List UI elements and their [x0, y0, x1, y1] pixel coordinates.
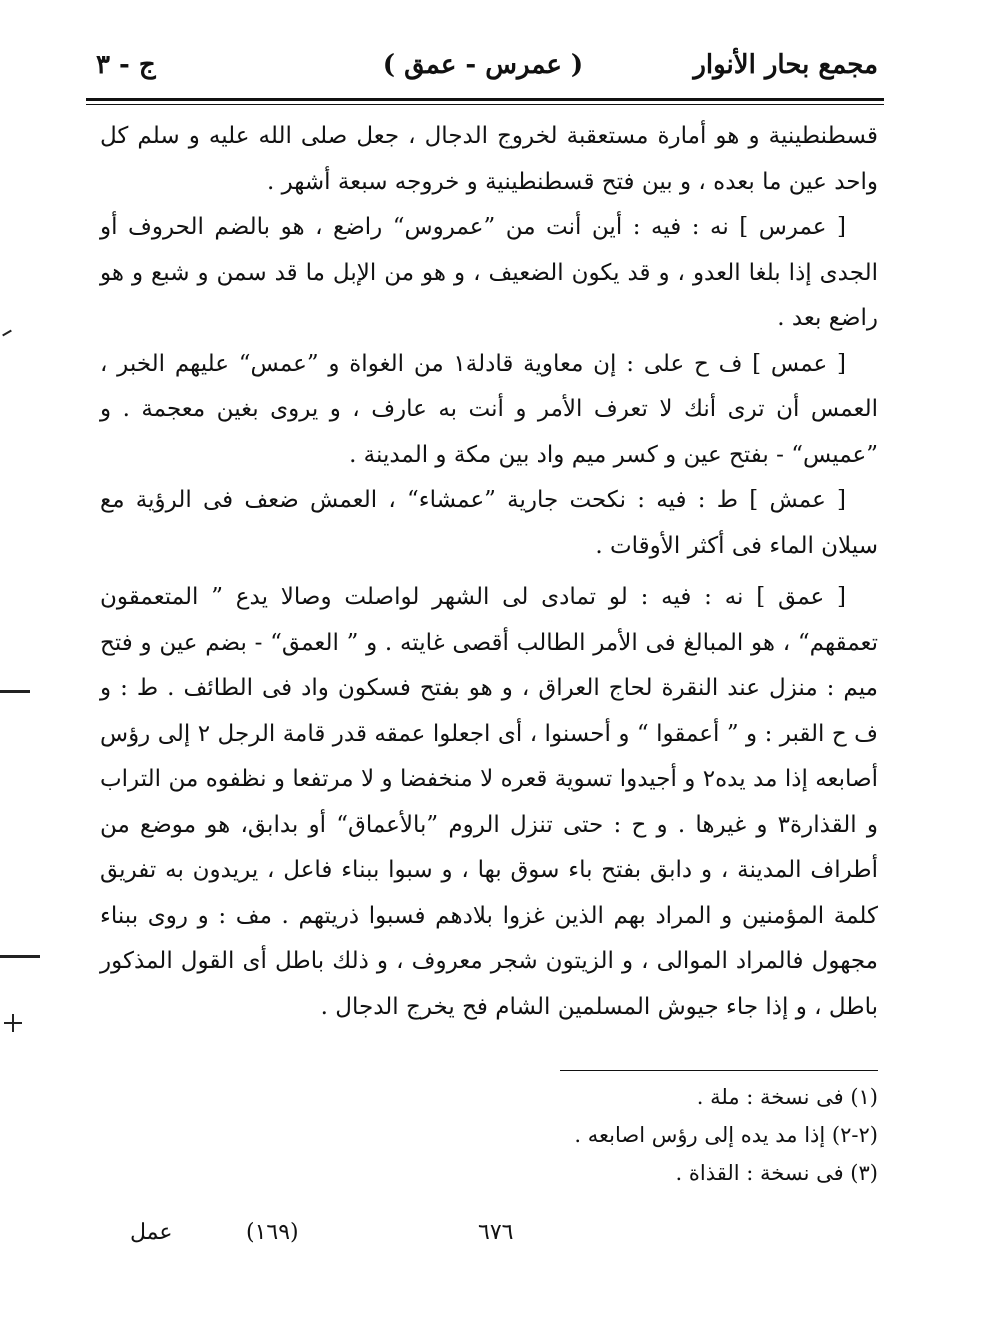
signature-mark: (١٦٩)	[246, 1220, 299, 1245]
paragraph-continuation: قسطنطينية و هو أمارة مستعقبة لخروج الدجال ، جعل صلى الله عليه و سلم كل واحد عين ما بعده ، و بين فتح قسطنطينية و خروجه سبعة أشهر .	[100, 123, 878, 195]
footnotes	[400, 1078, 878, 1192]
header-rule-thick	[86, 98, 884, 101]
scan-mark	[12, 1014, 14, 1032]
footnote-2: (٢-٢) إذا مد يده إلى رؤس اصابعه .	[574, 1123, 878, 1147]
header-rule-thin	[86, 104, 884, 105]
footnote-3: (٣) فى نسخة : القذاة .	[675, 1161, 878, 1185]
scan-mark	[2, 330, 12, 337]
main-text	[100, 114, 878, 1030]
catchword: عمل	[130, 1220, 173, 1245]
entry-amash: [ عمش ] ط : فيه : نكحت جارية ”عمشاء“ ، العمش ضعف فى الرؤية مع سيلان الماء فى أكثر الأوقات .	[100, 487, 878, 559]
page-number: ٦٧٦	[478, 1220, 514, 1245]
book-title: مجمع بحار الأنوار	[693, 50, 878, 80]
footnote-rule	[560, 1070, 878, 1071]
running-header	[88, 50, 878, 94]
entry-ams: [ عمس ] ف ح على : إن معاوية قادلة١ من الغواة و ”عمس“ عليهم الخبر ، العمس أن ترى أنك لا تعرف الأمر و أنت به عارف ، و يروى بغين معجمة . و ”عميس“ - بفتح عين و كسر ميم واد بين مكة و المدينة .	[100, 350, 878, 468]
footnote-1: (١) فى نسخة : ملة .	[696, 1085, 878, 1109]
scan-mark	[0, 955, 40, 958]
entry-amras: [ عمرس ] نه : فيه : أين أنت من ”عمروس“ راضع ، هو بالضم الحروف أو الجدى إذا بلغا العدو ، و قد يكون الضعيف ، و هو من الإبل ما قد سمن و شبع و هو راضع بعد .	[100, 214, 878, 331]
volume-label: ج - ٣	[96, 50, 156, 80]
entry-amq: [ عمق ] نه : فيه : لو تمادى لى الشهر لواصلت وصالا يدع ” المتعمقون تعمقهم“ ، هو المبالغ فى الأمر الطالب أقصى غايته . و ” العمق“ - بضم عين و فتح ميم : منزل عند النقرة لحاج العراق ، و هو بفتح فسكون واد فى الطائف . ط : و ف ح القبر : و ” أعمقوا “ و أحسنوا ، أى اجعلوا عمقه قدر قامة الرجل ٢ إلى رؤس أصابعه إذا مد يده٢ و أجيدوا تسوية قعره لا منخفضا و لا مرتفعا و نظفوه من التراب و القذارة٣ و غيرها . و ح : حتى تنزل الروم ”بالأعماق“ أو بدابق، هو موضع من أطراف المدينة ، و دابق بفتح باء سوق بها ، و سبوا ببناء فاعل ، يريدون به تفريق كلمة المؤمنين و المراد بهم الذين غزوا بلادهم فسبوا ذريتهم . مف : و روى ببناء مجهول فالمراد الموالى ، و الزيتون شجر معروف ، و ذلك باطل أى القول المذكور باطل ، و إذا جاء جيوش المسلمين الشام فح يخرج الدجال .	[100, 584, 879, 1020]
section-range-title: ( عمرس - عمق )	[382, 50, 584, 80]
scan-mark	[0, 690, 30, 693]
